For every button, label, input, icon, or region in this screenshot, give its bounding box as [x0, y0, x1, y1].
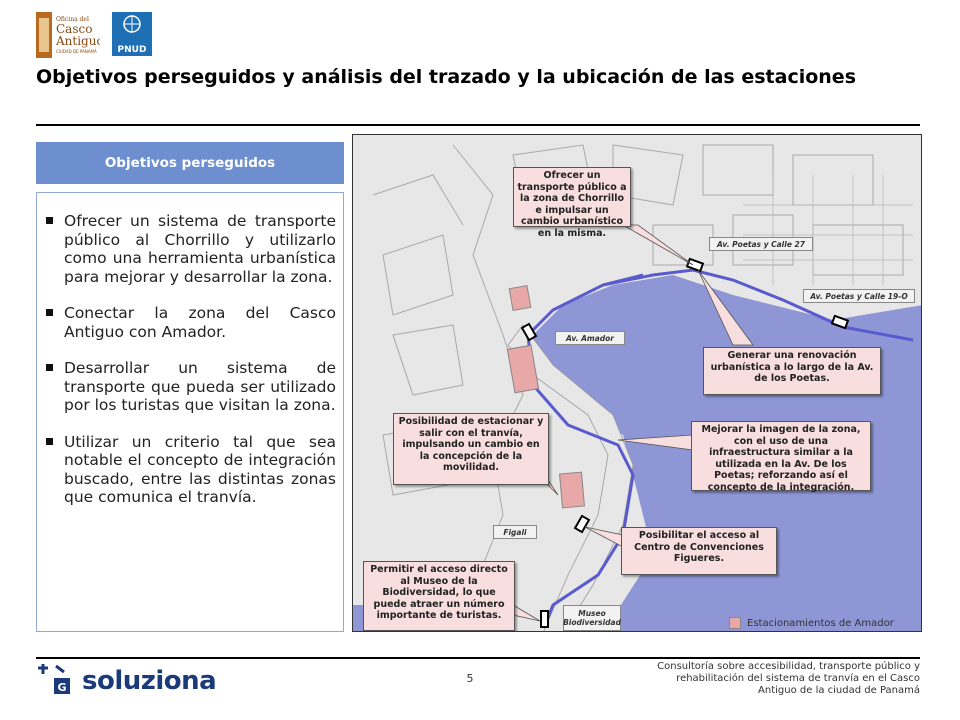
objective-item — [44, 304, 336, 341]
parking-swatch — [729, 617, 741, 629]
callout-estacionar: Posibilidad de estacionar y salir con el tranvía, impulsando un cambio en la concepción de la movilidad. — [393, 413, 549, 485]
objectives-list — [44, 212, 336, 525]
label-museo-biodiversidad: Museo Biodiversidad — [563, 605, 621, 631]
objective-item — [44, 212, 336, 286]
logo-line-4: CIUDAD DE PANAMÁ — [56, 49, 97, 54]
undp-logo — [112, 12, 152, 56]
callout-convenciones: Posibilitar el acceso al Centro de Convenciones Figueres. — [621, 527, 777, 575]
label-poetas-19o: Av. Poetas y Calle 19-O — [803, 289, 915, 303]
svg-text:G: G — [57, 681, 67, 694]
logo-line-1: Oficina del — [56, 16, 89, 23]
map-legend — [729, 617, 894, 629]
footer-line: Consultoría sobre accesibilidad, transporte público y — [657, 661, 920, 672]
casco-antiguo-logo — [36, 12, 100, 58]
callout-imagen-zona: Mejorar la imagen de la zona, con el uso de una infraestructura similar a la utilizada en la Av. De los Poetas; reforzando así el concepto de la integración. — [691, 421, 871, 491]
label-poetas-27: Av. Poetas y Calle 27 — [709, 237, 813, 251]
footer-text — [600, 661, 920, 697]
footer-line: rehabilitación del sistema de tranvía en el Casco — [676, 673, 920, 684]
callout-museo: Permitir el acceso directo al Museo de la Biodiversidad, lo que puede atraer un número importante de turistas. — [363, 561, 515, 631]
objective-text: Desarrollar un sistema de transporte que pueda ser utilizado por los turistas que visitan la zona. — [64, 359, 336, 414]
objective-text: Conectar la zona del Casco Antiguo con Amador. — [64, 304, 336, 341]
logo-line-3: Antiguo — [56, 34, 100, 48]
bullet-icon — [46, 309, 53, 316]
objective-text: Ofrecer un sistema de transporte público al Chorrillo y utilizarlo como una herramienta urbanística para mejorar y desarrollar la zona. — [64, 212, 336, 286]
brand-name: soluziona — [82, 666, 217, 696]
objective-item — [44, 433, 336, 507]
page-title: Objetivos perseguidos y análisis del trazado y la ubicación de las estaciones — [36, 66, 857, 88]
callout-poetas: Generar una renovación urbanística a lo largo de la Av. de los Poetas. — [703, 347, 881, 395]
label-figali: Figali — [493, 525, 537, 539]
tram-route-map — [352, 134, 922, 632]
bullet-icon — [46, 438, 53, 445]
objectives-heading: Objetivos perseguidos — [36, 142, 344, 184]
bullet-icon — [46, 364, 53, 371]
bullet-icon — [46, 217, 53, 224]
logo-line-2: Casco — [56, 22, 93, 36]
label-av-amador: Av. Amador — [555, 331, 625, 345]
page-number: 5 — [466, 672, 474, 685]
bottom-divider — [36, 657, 920, 659]
legend-label: Estacionamientos de Amador — [747, 617, 894, 629]
callout-chorrillo: Ofrecer un transporte público a la zona de Chorrillo e impulsar un cambio urbanístico en la misma. — [513, 167, 631, 227]
footer-line: Antiguo de la ciudad de Panamá — [758, 685, 920, 696]
objective-text: Utilizar un criterio tal que sea notable el concepto de integración buscado, entre las distintas zonas que comunica el tranvía. — [64, 432, 336, 506]
top-divider — [36, 124, 920, 126]
undp-text: PNUD — [117, 45, 147, 55]
soluziona-logo-mark — [34, 662, 76, 698]
objective-item — [44, 359, 336, 415]
